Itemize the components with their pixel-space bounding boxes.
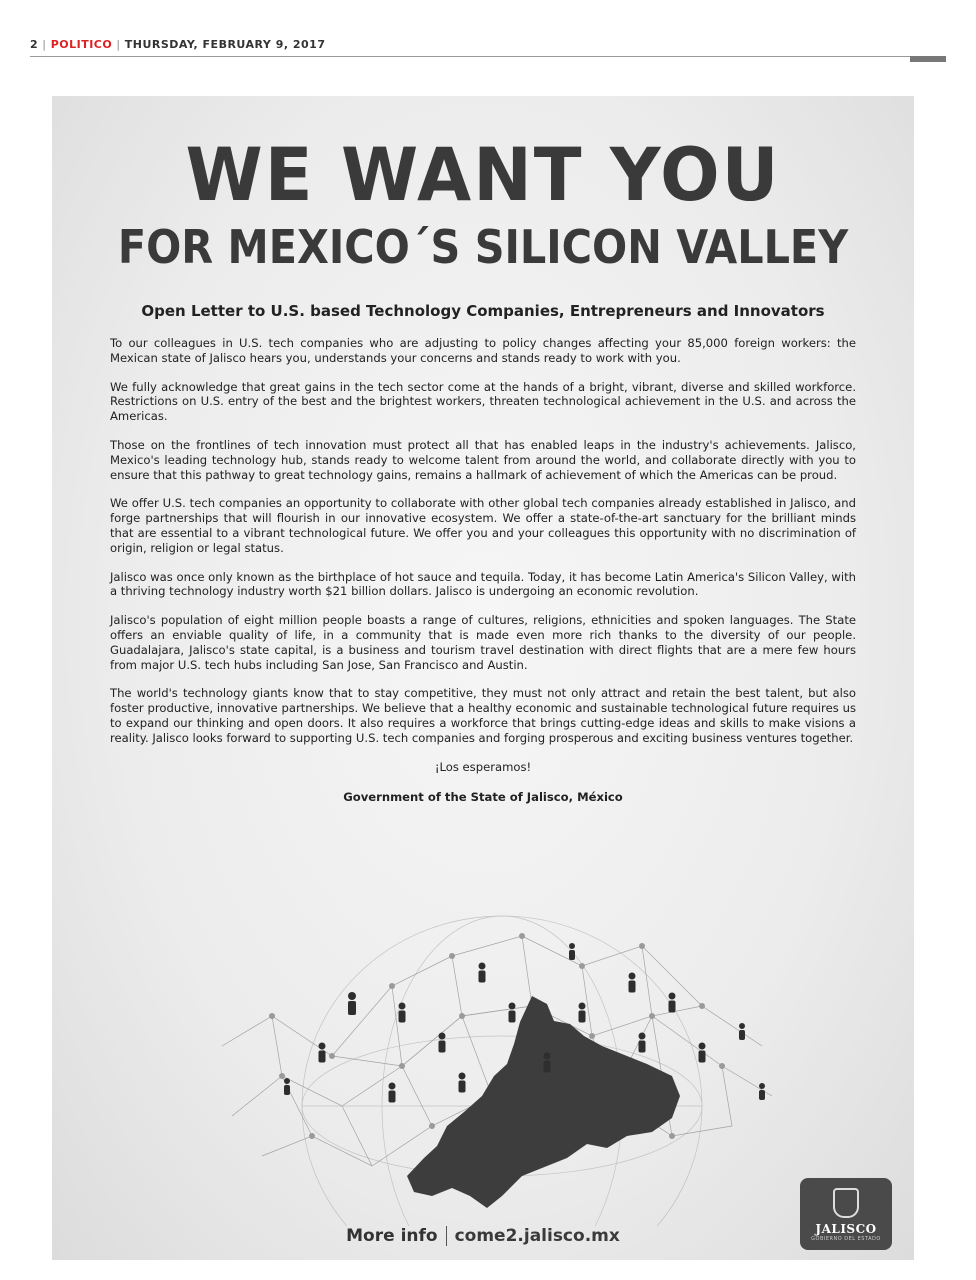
closing-line: ¡Los esperamos! xyxy=(434,759,532,774)
more-info-label: More info xyxy=(346,1226,438,1246)
publication-date: THURSDAY, FEBRUARY 9, 2017 xyxy=(124,38,326,51)
more-info-url[interactable]: come2.jalisco.mx xyxy=(454,1226,620,1246)
seal-name: JALISCO xyxy=(815,1222,877,1236)
footer-divider xyxy=(446,1226,447,1246)
paragraph: To our colleagues in U.S. tech companies who are adjusting to policy changes affecting your 85,000 foreign workers: the Mexican state of Jalisco hears you, understands your concerns and stands ready to work with you. xyxy=(110,336,856,365)
header-rule xyxy=(30,56,946,57)
paragraph: The world's technology giants know that to stay competitive, they must not only attract and retain the best talent, but also foster productive, innovative partnerships. We believe that a healthy economic and sustainable technological future requires us to expand our thinking and open doors. It also requires a workforce that brings cutting-edge ideas and skills to make visions a reality. Jalisco looks forward to supporting U.S. tech companies and forging prosperous and exciting business ventures together. xyxy=(110,686,856,745)
paragraph: We fully acknowledge that great gains in the tech sector come at the hands of a bright, vibrant, diverse and skilled workforce. Restrictions on U.S. entry of the best and the brightest workers, threaten technological achievement in the U.S. and across the Americas. xyxy=(110,379,856,424)
publication-name: POLITICO xyxy=(50,38,113,51)
more-info-footer xyxy=(52,1226,914,1246)
header-bar xyxy=(910,56,946,62)
letter-body xyxy=(110,336,856,819)
paragraph: Jalisco's population of eight million people boasts a range of cultures, religions, ethnicities and spoken languages. The State offers an enviable quality of life, in a community that is made even more rich thanks to the diversity of our people. Guadalajara, Jalisco's state capital, is a business and tourism travel destination with direct flights that are a mere few hours from major U.S. tech hubs including San Jose, San Francisco and Austin. xyxy=(110,613,856,672)
paragraph: Those on the frontlines of tech innovation must protect all that has enabled leaps in the industry's achievements. Jalisco, Mexico's leading technology hub, stands ready to welcome talent from around the world, and collaborate directly with you to ensure that this pathway to great technology gains, remains a hallmark of achievement of which the Americas can be proud. xyxy=(110,437,856,482)
headline-secondary: FOR MEXICO´S SILICON VALLEY xyxy=(117,220,849,274)
page-number: 2 xyxy=(30,38,39,51)
globe-network-illustration xyxy=(202,896,782,1226)
paragraph: We offer U.S. tech companies an opportunity to collaborate with other global tech companies already established in Jalisco, and forge partnerships that will flourish in our innovative ecosystem. We offer a state-of-the-art sanctuary for the brilliant minds that are essential to a vibrant technological future. We offer you and your colleagues this opportunity with no discrimination of origin, religion or legal status. xyxy=(110,496,856,555)
page-header: 2 | POLITICO | THURSDAY, FEBRUARY 9, 2017 xyxy=(30,38,326,51)
paragraph: Jalisco was once only known as the birthplace of hot sauce and tequila. Today, it has become Latin America's Silicon Valley, with a thriving technology industry worth $21 billion dollars. Jalisco is undergoing an economic revolution. xyxy=(110,569,856,599)
jalisco-seal-icon xyxy=(833,1188,859,1218)
headline-main: WE WANT YOU xyxy=(185,131,781,219)
signature: Government of the State of Jalisco, México xyxy=(343,790,623,805)
letter-subtitle: Open Letter to U.S. based Technology Companies, Entrepreneurs and Innovators xyxy=(141,302,825,320)
seal-subtitle: GOBIERNO DEL ESTADO xyxy=(811,1236,881,1242)
advertisement xyxy=(52,96,914,1260)
